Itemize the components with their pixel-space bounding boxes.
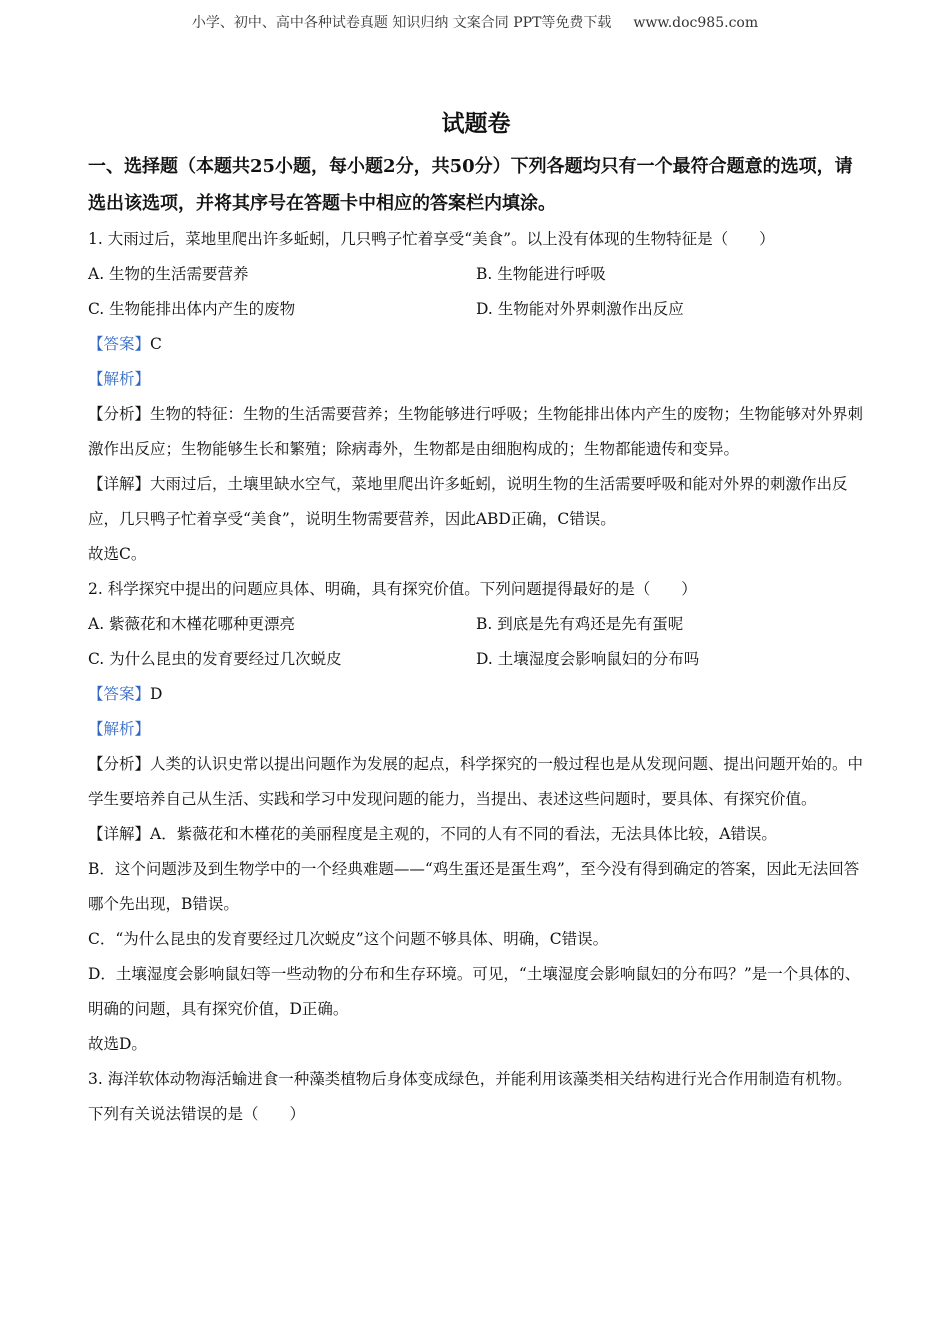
question-2-analysis-label: 【解析】 xyxy=(88,720,151,738)
question-2-option-d: D. 土壤湿度会影响鼠妇的分布吗 xyxy=(476,650,700,668)
question-2-detail-b: B．这个问题涉及到生物学中的一个经典难题——“鸡生蛋还是蛋生鸡”，至今没有得到确定的答案，因此无法回答哪个先出现，B错误。 xyxy=(88,860,860,913)
document-body xyxy=(88,104,864,1132)
question-2-fenxi xyxy=(88,747,864,817)
fenxi-label: 【分析】 xyxy=(88,405,151,423)
question-3-stem: 3. 海洋软体动物海活蝓进食一种藻类植物后身体变成绿色，并能利用该藻类相关结构进行光合作用制造有机物。下列有关说法错误的是（ ） xyxy=(88,1070,852,1123)
question-1-detail-text: 大雨过后，土壤里缺水空气，菜地里爬出许多蚯蚓，说明生物的生活需要呼吸和能对外界的刺激作出反应，几只鸭子忙着享受“美食”，说明生物需要营养，因此ABD正确，C错误。 xyxy=(88,475,848,528)
header-left-text: 小学、初中、高中各种试卷真题 知识归纳 文案合同 PPT等免费下载 xyxy=(191,15,612,31)
section-heading: 一、选择题（本题共25小题，每小题2分，共50分）下列各题均只有一个最符合题意的选项，请选出该选项，并将其序号在答题卡中相应的答案栏内填涂。 xyxy=(88,156,853,214)
question-2-conclusion: 故选D。 xyxy=(88,1035,147,1053)
question-1-options-row-2 xyxy=(88,292,864,327)
question-2-options-row-1 xyxy=(88,607,864,642)
question-2-answer xyxy=(88,677,864,712)
answer-label: 【答案】 xyxy=(88,685,151,703)
detail-label: 【详解】 xyxy=(88,825,151,843)
question-1-option-d: D. 生物能对外界刺激作出反应 xyxy=(476,300,684,318)
page-title: 试题卷 xyxy=(441,110,511,137)
question-2-detail-a xyxy=(88,817,864,852)
question-1-options-row-1 xyxy=(88,257,864,292)
question-1-answer xyxy=(88,327,864,362)
question-1-detail xyxy=(88,467,864,537)
header-url: www.doc985.com xyxy=(633,15,759,31)
question-2-detail-c: C．“为什么昆虫的发育要经过几次蜕皮”这个问题不够具体、明确，C错误。 xyxy=(88,930,609,948)
question-2-fenxi-text: 人类的认识史常以提出问题作为发展的起点，科学探究的一般过程也是从发现问题、提出问题开始的。中学生要培养自己从生活、实践和学习中发现问题的能力，当提出、表述这些问题时，要具体、有探究价值。 xyxy=(88,755,864,808)
page-header xyxy=(0,12,950,32)
question-1-stem: 1. 大雨过后，菜地里爬出许多蚯蚓，几只鸭子忙着享受“美食”。以上没有体现的生物特征是（ ） xyxy=(88,230,775,248)
question-1-analysis-label: 【解析】 xyxy=(88,370,151,388)
question-2-detail-a-text: A．紫薇花和木槿花的美丽程度是主观的，不同的人有不同的看法，无法具体比较，A错误。 xyxy=(150,825,777,843)
question-2-options-row-2 xyxy=(88,642,864,677)
answer-label: 【答案】 xyxy=(88,335,151,353)
question-1-option-a: A. 生物的生活需要营养 xyxy=(88,265,249,283)
question-1-fenxi-text: 生物的特征：生物的生活需要营养；生物能够进行呼吸；生物能排出体内产生的废物；生物能够对外界刺激作出反应；生物能够生长和繁殖；除病毒外，生物都是由细胞构成的；生物都能遗传和变异。 xyxy=(88,405,864,458)
question-2-detail-d: D．土壤湿度会影响鼠妇等一些动物的分布和生存环境。可见，“土壤湿度会影响鼠妇的分布吗？”是一个具体的、明确的问题，具有探究价值，D正确。 xyxy=(88,965,861,1018)
fenxi-label: 【分析】 xyxy=(88,755,151,773)
question-1-option-c: C. 生物能排出体内产生的废物 xyxy=(88,300,296,318)
question-1-conclusion: 故选C。 xyxy=(88,545,147,563)
question-2-answer-value: D xyxy=(150,685,163,703)
detail-label: 【详解】 xyxy=(88,475,151,493)
question-2-option-c: C. 为什么昆虫的发育要经过几次蜕皮 xyxy=(88,650,342,668)
question-2-option-a: A. 紫薇花和木槿花哪种更漂亮 xyxy=(88,615,296,633)
question-1-fenxi xyxy=(88,397,864,467)
question-2-option-b: B. 到底是先有鸡还是先有蛋呢 xyxy=(476,615,684,633)
question-1-option-b: B. 生物能进行呼吸 xyxy=(476,265,606,283)
question-2-stem: 2. 科学探究中提出的问题应具体、明确，具有探究价值。下列问题提得最好的是（ ） xyxy=(88,580,697,598)
question-1-answer-value: C xyxy=(150,335,162,353)
